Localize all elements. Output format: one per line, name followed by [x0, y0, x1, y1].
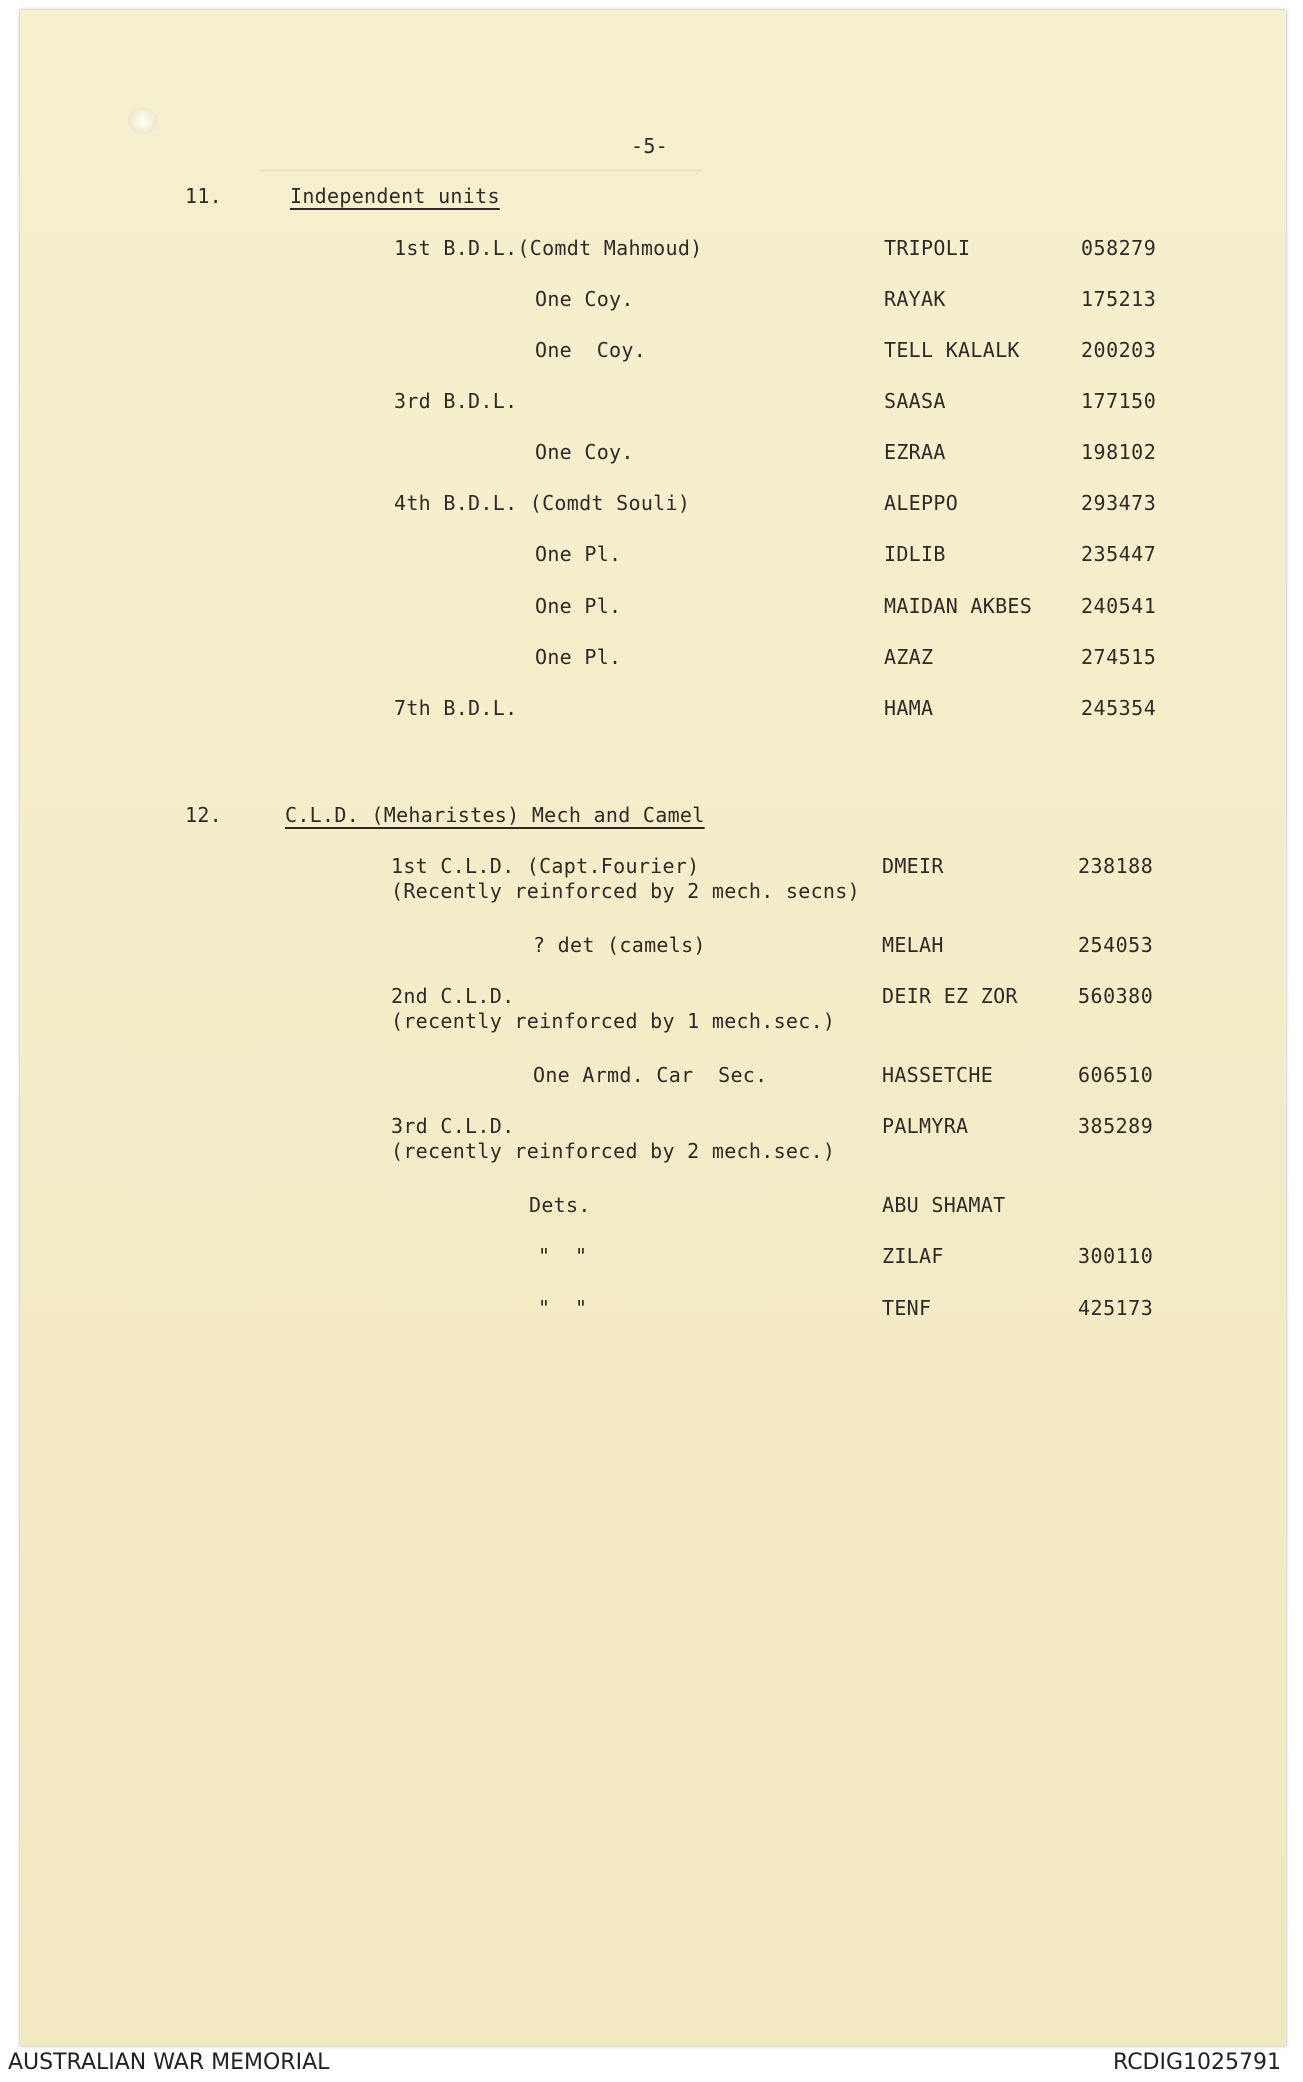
map-reference: 300110: [1078, 1244, 1154, 1268]
unit-note: (recently reinforced by 1 mech.sec.): [391, 1009, 836, 1033]
place-name: SAASA: [884, 389, 946, 413]
paper-damage-spot: [128, 108, 158, 134]
unit-note: (Recently reinforced by 2 mech. secns): [391, 879, 860, 903]
place-name: TELL KALALK: [884, 338, 1020, 362]
section-number-12: 12.: [185, 803, 223, 827]
unit-label: 3rd B.D.L.: [394, 389, 518, 413]
place-name: PALMYRA: [882, 1114, 969, 1138]
unit-label: Dets.: [529, 1193, 591, 1217]
page-number: -5-: [631, 134, 669, 158]
unit-label: One Pl.: [535, 542, 622, 566]
section-number-11: 11.: [185, 184, 223, 208]
map-reference: 198102: [1081, 440, 1157, 464]
place-name: IDLIB: [884, 542, 946, 566]
map-reference: 385289: [1078, 1114, 1154, 1138]
unit-label: One Pl.: [535, 594, 622, 618]
unit-label: 2nd C.L.D.: [391, 984, 515, 1008]
place-name: MAIDAN AKBES: [884, 594, 1033, 618]
unit-label: One Armd. Car Sec.: [533, 1063, 768, 1087]
map-reference: 177150: [1081, 389, 1157, 413]
unit-label: ? det (camels): [533, 933, 706, 957]
unit-label: 1st C.L.D. (Capt.Fourier): [391, 854, 700, 878]
map-reference: 200203: [1081, 338, 1157, 362]
unit-label-ditto: " ": [538, 1244, 588, 1268]
unit-label: One Pl.: [535, 645, 622, 669]
place-name: EZRAA: [884, 440, 946, 464]
place-name: TENF: [882, 1296, 932, 1320]
place-name: ABU SHAMAT: [882, 1193, 1006, 1217]
section-heading-11: Independent units: [290, 184, 500, 208]
place-name: HAMA: [884, 696, 934, 720]
unit-label: One Coy.: [535, 338, 647, 362]
unit-label: One Coy.: [535, 440, 634, 464]
map-reference: 058279: [1081, 236, 1157, 260]
place-name: DMEIR: [882, 854, 944, 878]
map-reference: 425173: [1078, 1296, 1154, 1320]
unit-note: (recently reinforced by 2 mech.sec.): [391, 1139, 836, 1163]
unit-label-ditto: " ": [538, 1296, 588, 1320]
map-reference: 235447: [1081, 542, 1157, 566]
map-reference: 274515: [1081, 645, 1157, 669]
unit-label: One Coy.: [535, 287, 634, 311]
place-name: ZILAF: [882, 1244, 944, 1268]
map-reference: 240541: [1081, 594, 1157, 618]
place-name: MELAH: [882, 933, 944, 957]
place-name: ALEPPO: [884, 491, 959, 515]
unit-label: 4th B.D.L. (Comdt Souli): [394, 491, 691, 515]
map-reference: 238188: [1078, 854, 1154, 878]
map-reference: 254053: [1078, 933, 1154, 957]
map-reference: 606510: [1078, 1063, 1154, 1087]
section-heading-12: C.L.D. (Meharistes) Mech and Camel: [285, 803, 705, 827]
place-name: DEIR EZ ZOR: [882, 984, 1018, 1008]
place-name: TRIPOLI: [884, 236, 971, 260]
show-through-ghost: ─────────────────────────────────────: [260, 160, 750, 182]
document-page: [20, 10, 1286, 2046]
footer-record-id: RCDIG1025791: [1113, 2050, 1282, 2075]
map-reference: 175213: [1081, 287, 1157, 311]
unit-label: 1st B.D.L.(Comdt Mahmoud): [394, 236, 703, 260]
place-name: HASSETCHE: [882, 1063, 994, 1087]
map-reference: 293473: [1081, 491, 1157, 515]
footer-archive-name: AUSTRALIAN WAR MEMORIAL: [8, 2050, 330, 2075]
place-name: AZAZ: [884, 645, 934, 669]
place-name: RAYAK: [884, 287, 946, 311]
unit-label: 7th B.D.L.: [394, 696, 518, 720]
map-reference: 560380: [1078, 984, 1154, 1008]
map-reference: 245354: [1081, 696, 1157, 720]
unit-label: 3rd C.L.D.: [391, 1114, 515, 1138]
